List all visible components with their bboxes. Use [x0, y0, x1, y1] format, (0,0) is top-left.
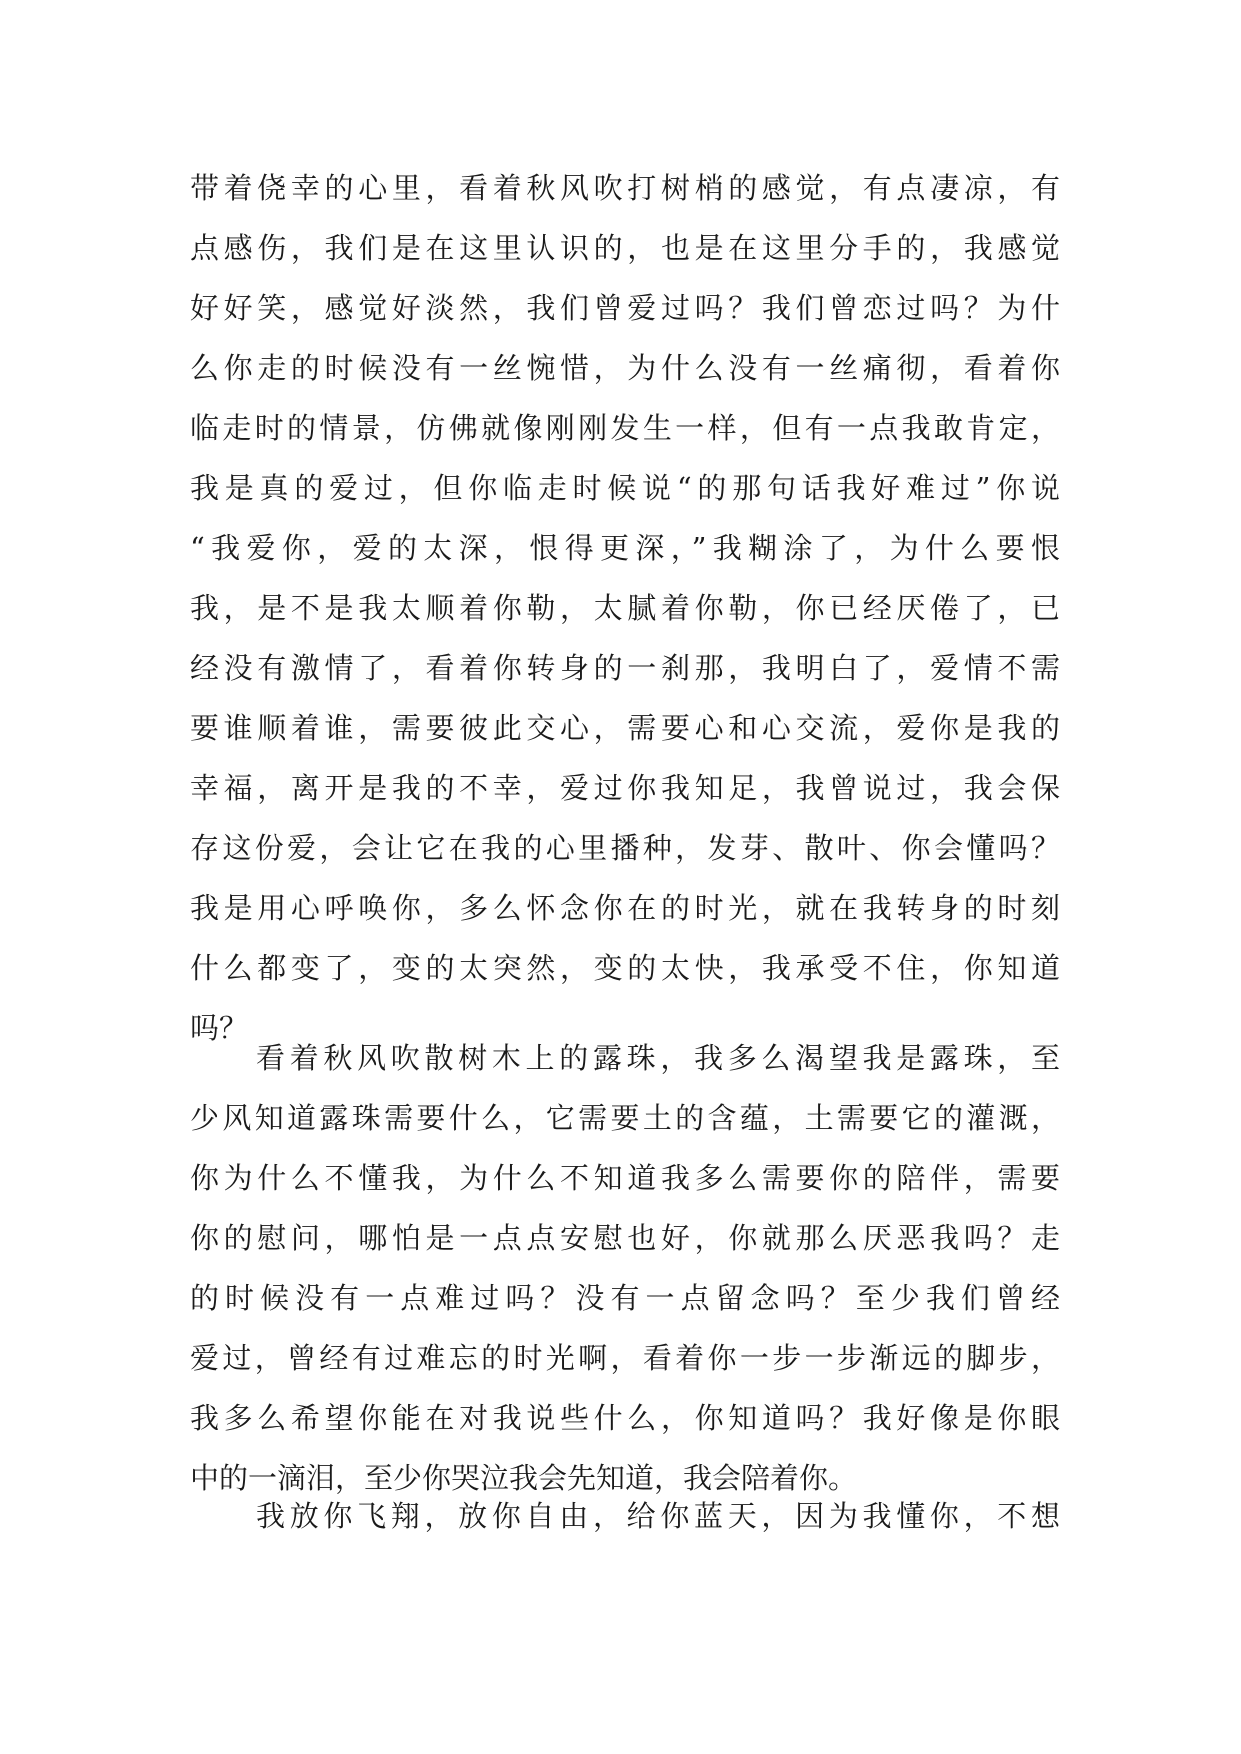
text-line: 你为什么不懂我，为什么不知道我多么需要你的陪伴，需要 — [190, 1161, 1060, 1195]
text-line: 经没有激情了，看着你转身的一刹那，我明白了，爱情不需 — [190, 651, 1060, 685]
paragraph-3 — [190, 1486, 1060, 1546]
text-line: 我是用心呼唤你，多么怀念你在的时光，就在我转身的时刻 — [190, 891, 1060, 925]
text-line: “我爱你，爱的太深，恨得更深，”我糊涂了，为什么要恨 — [190, 531, 1060, 565]
text-line: 什么都变了，变的太突然，变的太快，我承受不住，你知道 — [190, 951, 1060, 985]
text-line: 么你走的时候没有一丝惋惜，为什么没有一丝痛彻，看着你 — [190, 351, 1060, 385]
text-line: 好好笑，感觉好淡然，我们曾爱过吗？我们曾恋过吗？为什 — [190, 291, 1060, 325]
text-line: 幸福，离开是我的不幸，爱过你我知足，我曾说过，我会保 — [190, 771, 1060, 805]
paragraph-2 — [190, 1028, 1060, 1508]
text-line: 的时候没有一点难过吗？没有一点留念吗？至少我们曾经 — [190, 1281, 1060, 1315]
text-line: 少风知道露珠需要什么，它需要土的含蕴，土需要它的灌溉， — [190, 1101, 1060, 1135]
text-line: 要谁顺着谁，需要彼此交心，需要心和心交流，爱你是我的 — [190, 711, 1060, 745]
paragraph-1 — [190, 158, 1060, 1058]
text-line: 临走时的情景，仿佛就像刚刚发生一样，但有一点我敢肯定， — [190, 411, 1060, 445]
text-line: 我多么希望你能在对我说些什么，你知道吗？我好像是你眼 — [190, 1401, 1060, 1435]
text-line: 看着秋风吹散树木上的露珠，我多么渴望我是露珠，至 — [256, 1041, 1060, 1075]
text-line: 中的一滴泪，至少你哭泣我会先知道，我会陪着你。 — [190, 1461, 858, 1495]
text-line: 存这份爱，会让它在我的心里播种，发芽、散叶、你会懂吗？ — [190, 831, 1060, 865]
text-line: 带着侥幸的心里，看着秋风吹打树梢的感觉，有点凄凉，有 — [190, 171, 1060, 205]
text-line: 你的慰问，哪怕是一点点安慰也好，你就那么厌恶我吗？走 — [190, 1221, 1060, 1255]
text-line: 我是真的爱过，但你临走时候说“的那句话我好难过”你说 — [190, 471, 1060, 505]
text-line: 我，是不是我太顺着你勒，太腻着你勒，你已经厌倦了，已 — [190, 591, 1060, 625]
text-line: 点感伤，我们是在这里认识的，也是在这里分手的，我感觉 — [190, 231, 1060, 265]
text-line: 我放你飞翔，放你自由，给你蓝天，因为我懂你，不想 — [256, 1499, 1060, 1533]
text-line: 吗？ — [190, 1011, 249, 1045]
text-line: 爱过，曾经有过难忘的时光啊，看着你一步一步渐远的脚步， — [190, 1341, 1060, 1375]
